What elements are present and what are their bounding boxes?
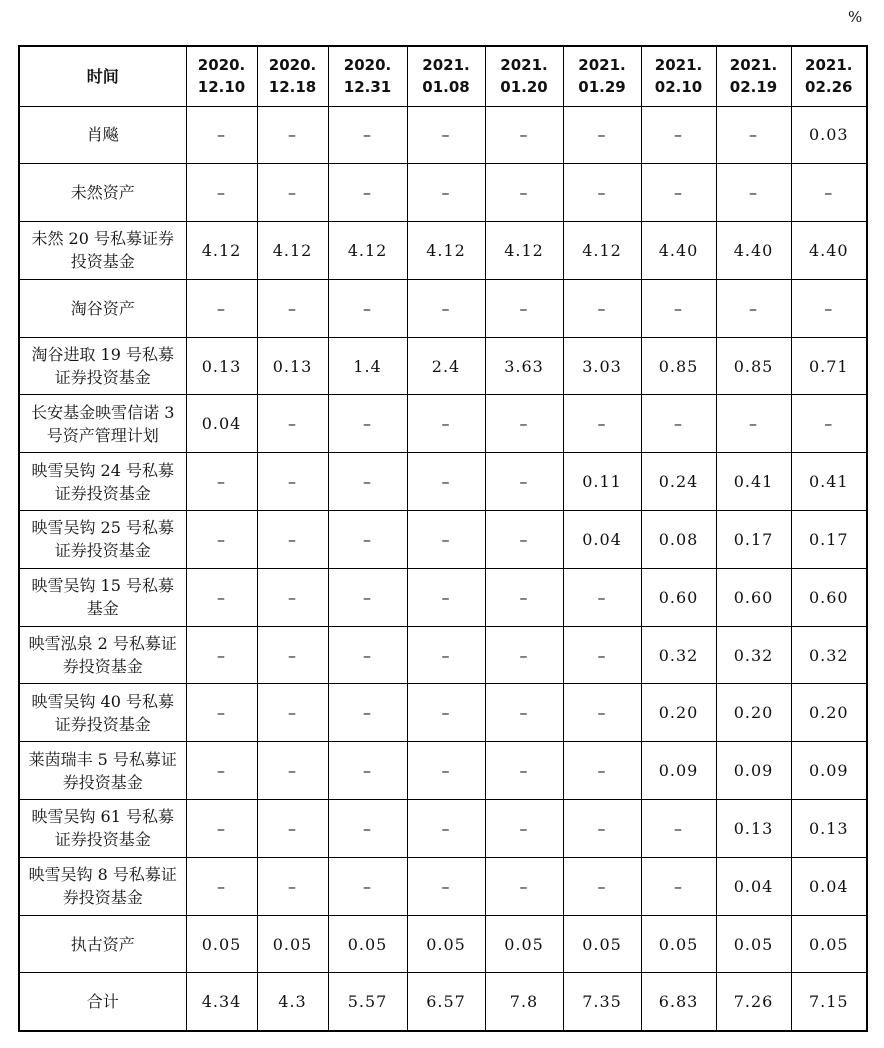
value-cell: 0.04 (716, 857, 791, 915)
value-cell: 6.57 (407, 973, 485, 1031)
value-cell: – (791, 164, 867, 222)
value-cell: – (563, 684, 641, 742)
value-cell: 2.4 (407, 337, 485, 395)
table-row (19, 279, 867, 337)
value-cell: 0.60 (791, 568, 867, 626)
value-cell: 0.05 (328, 915, 407, 973)
table-row (19, 511, 867, 569)
value-cell: 0.32 (791, 626, 867, 684)
row-label: 淘谷资产 (19, 279, 186, 337)
value-cell: 4.12 (257, 222, 328, 280)
row-label: 映雪泓泉 2 号私募证券投资基金 (19, 626, 186, 684)
value-cell: – (328, 164, 407, 222)
table-row (19, 106, 867, 164)
row-label: 淘谷进取 19 号私募证券投资基金 (19, 337, 186, 395)
value-cell: – (328, 279, 407, 337)
table-row (19, 684, 867, 742)
value-cell: 0.09 (716, 742, 791, 800)
value-cell: – (407, 568, 485, 626)
table-row (19, 973, 867, 1031)
value-cell: 0.32 (716, 626, 791, 684)
value-cell: 3.63 (485, 337, 563, 395)
value-cell: – (186, 626, 257, 684)
value-cell: – (641, 395, 716, 453)
value-cell: 7.35 (563, 973, 641, 1031)
table-row (19, 453, 867, 511)
row-label: 映雪吴钩 15 号私募基金 (19, 568, 186, 626)
value-cell: – (257, 568, 328, 626)
row-label: 肖飚 (19, 106, 186, 164)
table-row (19, 626, 867, 684)
value-cell: 0.41 (791, 453, 867, 511)
header-date: 2021. 02.10 (641, 46, 716, 106)
value-cell: 0.04 (563, 511, 641, 569)
value-cell: – (407, 800, 485, 858)
value-cell: – (563, 164, 641, 222)
value-cell: – (485, 279, 563, 337)
value-cell: 0.60 (716, 568, 791, 626)
value-cell: 0.24 (641, 453, 716, 511)
header-date: 2020. 12.18 (257, 46, 328, 106)
value-cell: – (257, 742, 328, 800)
table-body (19, 106, 867, 1031)
value-cell: – (186, 453, 257, 511)
value-cell: 0.04 (791, 857, 867, 915)
value-cell: – (563, 395, 641, 453)
value-cell: 0.05 (257, 915, 328, 973)
header-date: 2021. 02.26 (791, 46, 867, 106)
value-cell: – (563, 568, 641, 626)
value-cell: 0.13 (791, 800, 867, 858)
value-cell: – (641, 279, 716, 337)
value-cell: 1.4 (328, 337, 407, 395)
value-cell: 0.32 (641, 626, 716, 684)
value-cell: – (257, 106, 328, 164)
table-row (19, 800, 867, 858)
value-cell: 0.85 (641, 337, 716, 395)
value-cell: 0.05 (186, 915, 257, 973)
value-cell: – (257, 857, 328, 915)
value-cell: 0.17 (716, 511, 791, 569)
value-cell: 4.40 (716, 222, 791, 280)
value-cell: 0.04 (186, 395, 257, 453)
header-date: 2021. 02.19 (716, 46, 791, 106)
value-cell: – (563, 279, 641, 337)
value-cell: – (485, 800, 563, 858)
value-cell: – (407, 106, 485, 164)
value-cell: – (485, 395, 563, 453)
value-cell: – (641, 800, 716, 858)
value-cell: – (407, 742, 485, 800)
value-cell: 3.03 (563, 337, 641, 395)
value-cell: 0.05 (485, 915, 563, 973)
row-label: 长安基金映雪信诺 3 号资产管理计划 (19, 395, 186, 453)
value-cell: – (407, 857, 485, 915)
row-label: 映雪吴钩 25 号私募证券投资基金 (19, 511, 186, 569)
value-cell: 0.11 (563, 453, 641, 511)
row-label: 未然 20 号私募证券投资基金 (19, 222, 186, 280)
value-cell: – (641, 164, 716, 222)
value-cell: – (186, 742, 257, 800)
row-label: 映雪吴钩 40 号私募证券投资基金 (19, 684, 186, 742)
row-label: 映雪吴钩 24 号私募证券投资基金 (19, 453, 186, 511)
value-cell: 0.08 (641, 511, 716, 569)
value-cell: – (257, 684, 328, 742)
value-cell: – (485, 511, 563, 569)
table-row (19, 857, 867, 915)
table-row (19, 222, 867, 280)
value-cell: – (407, 684, 485, 742)
value-cell: – (791, 395, 867, 453)
header-row (19, 46, 867, 106)
value-cell: – (186, 568, 257, 626)
value-cell: – (791, 279, 867, 337)
value-cell: – (563, 857, 641, 915)
value-cell: 4.12 (563, 222, 641, 280)
value-cell: 4.12 (328, 222, 407, 280)
value-cell: 0.05 (791, 915, 867, 973)
value-cell: 0.03 (791, 106, 867, 164)
value-cell: – (328, 626, 407, 684)
value-cell: – (328, 511, 407, 569)
value-cell: 4.12 (485, 222, 563, 280)
value-cell: – (716, 279, 791, 337)
header-date: 2020. 12.31 (328, 46, 407, 106)
value-cell: 4.3 (257, 973, 328, 1031)
value-cell: 4.40 (641, 222, 716, 280)
table-row (19, 742, 867, 800)
value-cell: 4.34 (186, 973, 257, 1031)
value-cell: – (186, 106, 257, 164)
value-cell: – (328, 395, 407, 453)
header-date: 2020. 12.10 (186, 46, 257, 106)
header-date: 2021. 01.29 (563, 46, 641, 106)
value-cell: 7.26 (716, 973, 791, 1031)
value-cell: – (328, 568, 407, 626)
value-cell: 7.15 (791, 973, 867, 1031)
value-cell: 0.05 (641, 915, 716, 973)
value-cell: – (716, 106, 791, 164)
value-cell: – (563, 106, 641, 164)
holdings-table (18, 45, 868, 1032)
value-cell: 5.57 (328, 973, 407, 1031)
value-cell: 4.12 (186, 222, 257, 280)
value-cell: – (485, 164, 563, 222)
value-cell: – (328, 684, 407, 742)
value-cell: 7.8 (485, 973, 563, 1031)
value-cell: – (407, 164, 485, 222)
value-cell: – (328, 106, 407, 164)
value-cell: – (257, 453, 328, 511)
value-cell: – (328, 800, 407, 858)
value-cell: – (186, 684, 257, 742)
value-cell: – (257, 279, 328, 337)
value-cell: 0.60 (641, 568, 716, 626)
value-cell: – (328, 857, 407, 915)
value-cell: – (407, 279, 485, 337)
value-cell: – (407, 626, 485, 684)
value-cell: 0.13 (186, 337, 257, 395)
value-cell: 0.85 (716, 337, 791, 395)
value-cell: 0.05 (716, 915, 791, 973)
value-cell: – (563, 800, 641, 858)
value-cell: 0.13 (716, 800, 791, 858)
value-cell: – (257, 395, 328, 453)
header-label: 时间 (19, 46, 186, 106)
value-cell: – (485, 857, 563, 915)
value-cell: 4.12 (407, 222, 485, 280)
value-cell: – (186, 164, 257, 222)
table-row (19, 915, 867, 973)
value-cell: – (641, 857, 716, 915)
value-cell: – (328, 742, 407, 800)
value-cell: 0.13 (257, 337, 328, 395)
row-label: 映雪吴钩 61 号私募证券投资基金 (19, 800, 186, 858)
value-cell: 0.05 (407, 915, 485, 973)
value-cell: – (716, 395, 791, 453)
row-label: 莱茵瑞丰 5 号私募证券投资基金 (19, 742, 186, 800)
value-cell: 0.09 (791, 742, 867, 800)
value-cell: – (257, 164, 328, 222)
value-cell: – (716, 164, 791, 222)
value-cell: 4.40 (791, 222, 867, 280)
value-cell: – (485, 684, 563, 742)
value-cell: – (257, 626, 328, 684)
value-cell: – (563, 742, 641, 800)
value-cell: – (186, 279, 257, 337)
value-cell: – (407, 395, 485, 453)
value-cell: – (485, 106, 563, 164)
value-cell: – (563, 626, 641, 684)
row-label: 未然资产 (19, 164, 186, 222)
header-date: 2021. 01.08 (407, 46, 485, 106)
table-row (19, 164, 867, 222)
value-cell: – (485, 568, 563, 626)
value-cell: 0.20 (791, 684, 867, 742)
row-label: 执古资产 (19, 915, 186, 973)
value-cell: 0.20 (716, 684, 791, 742)
value-cell: – (407, 511, 485, 569)
value-cell: – (257, 511, 328, 569)
value-cell: 0.05 (563, 915, 641, 973)
value-cell: – (257, 800, 328, 858)
value-cell: 0.71 (791, 337, 867, 395)
value-cell: – (485, 626, 563, 684)
value-cell: – (641, 106, 716, 164)
value-cell: – (186, 857, 257, 915)
value-cell: 6.83 (641, 973, 716, 1031)
table-row (19, 395, 867, 453)
value-cell: – (328, 453, 407, 511)
value-cell: 0.20 (641, 684, 716, 742)
value-cell: – (186, 511, 257, 569)
row-label: 合计 (19, 973, 186, 1031)
value-cell: – (485, 742, 563, 800)
value-cell: – (485, 453, 563, 511)
header-date: 2021. 01.20 (485, 46, 563, 106)
value-cell: 0.17 (791, 511, 867, 569)
value-cell: 0.09 (641, 742, 716, 800)
unit-label: % (848, 8, 863, 26)
value-cell: 0.41 (716, 453, 791, 511)
value-cell: – (407, 453, 485, 511)
table-row (19, 337, 867, 395)
value-cell: – (186, 800, 257, 858)
row-label: 映雪吴钩 8 号私募证券投资基金 (19, 857, 186, 915)
table-row (19, 568, 867, 626)
